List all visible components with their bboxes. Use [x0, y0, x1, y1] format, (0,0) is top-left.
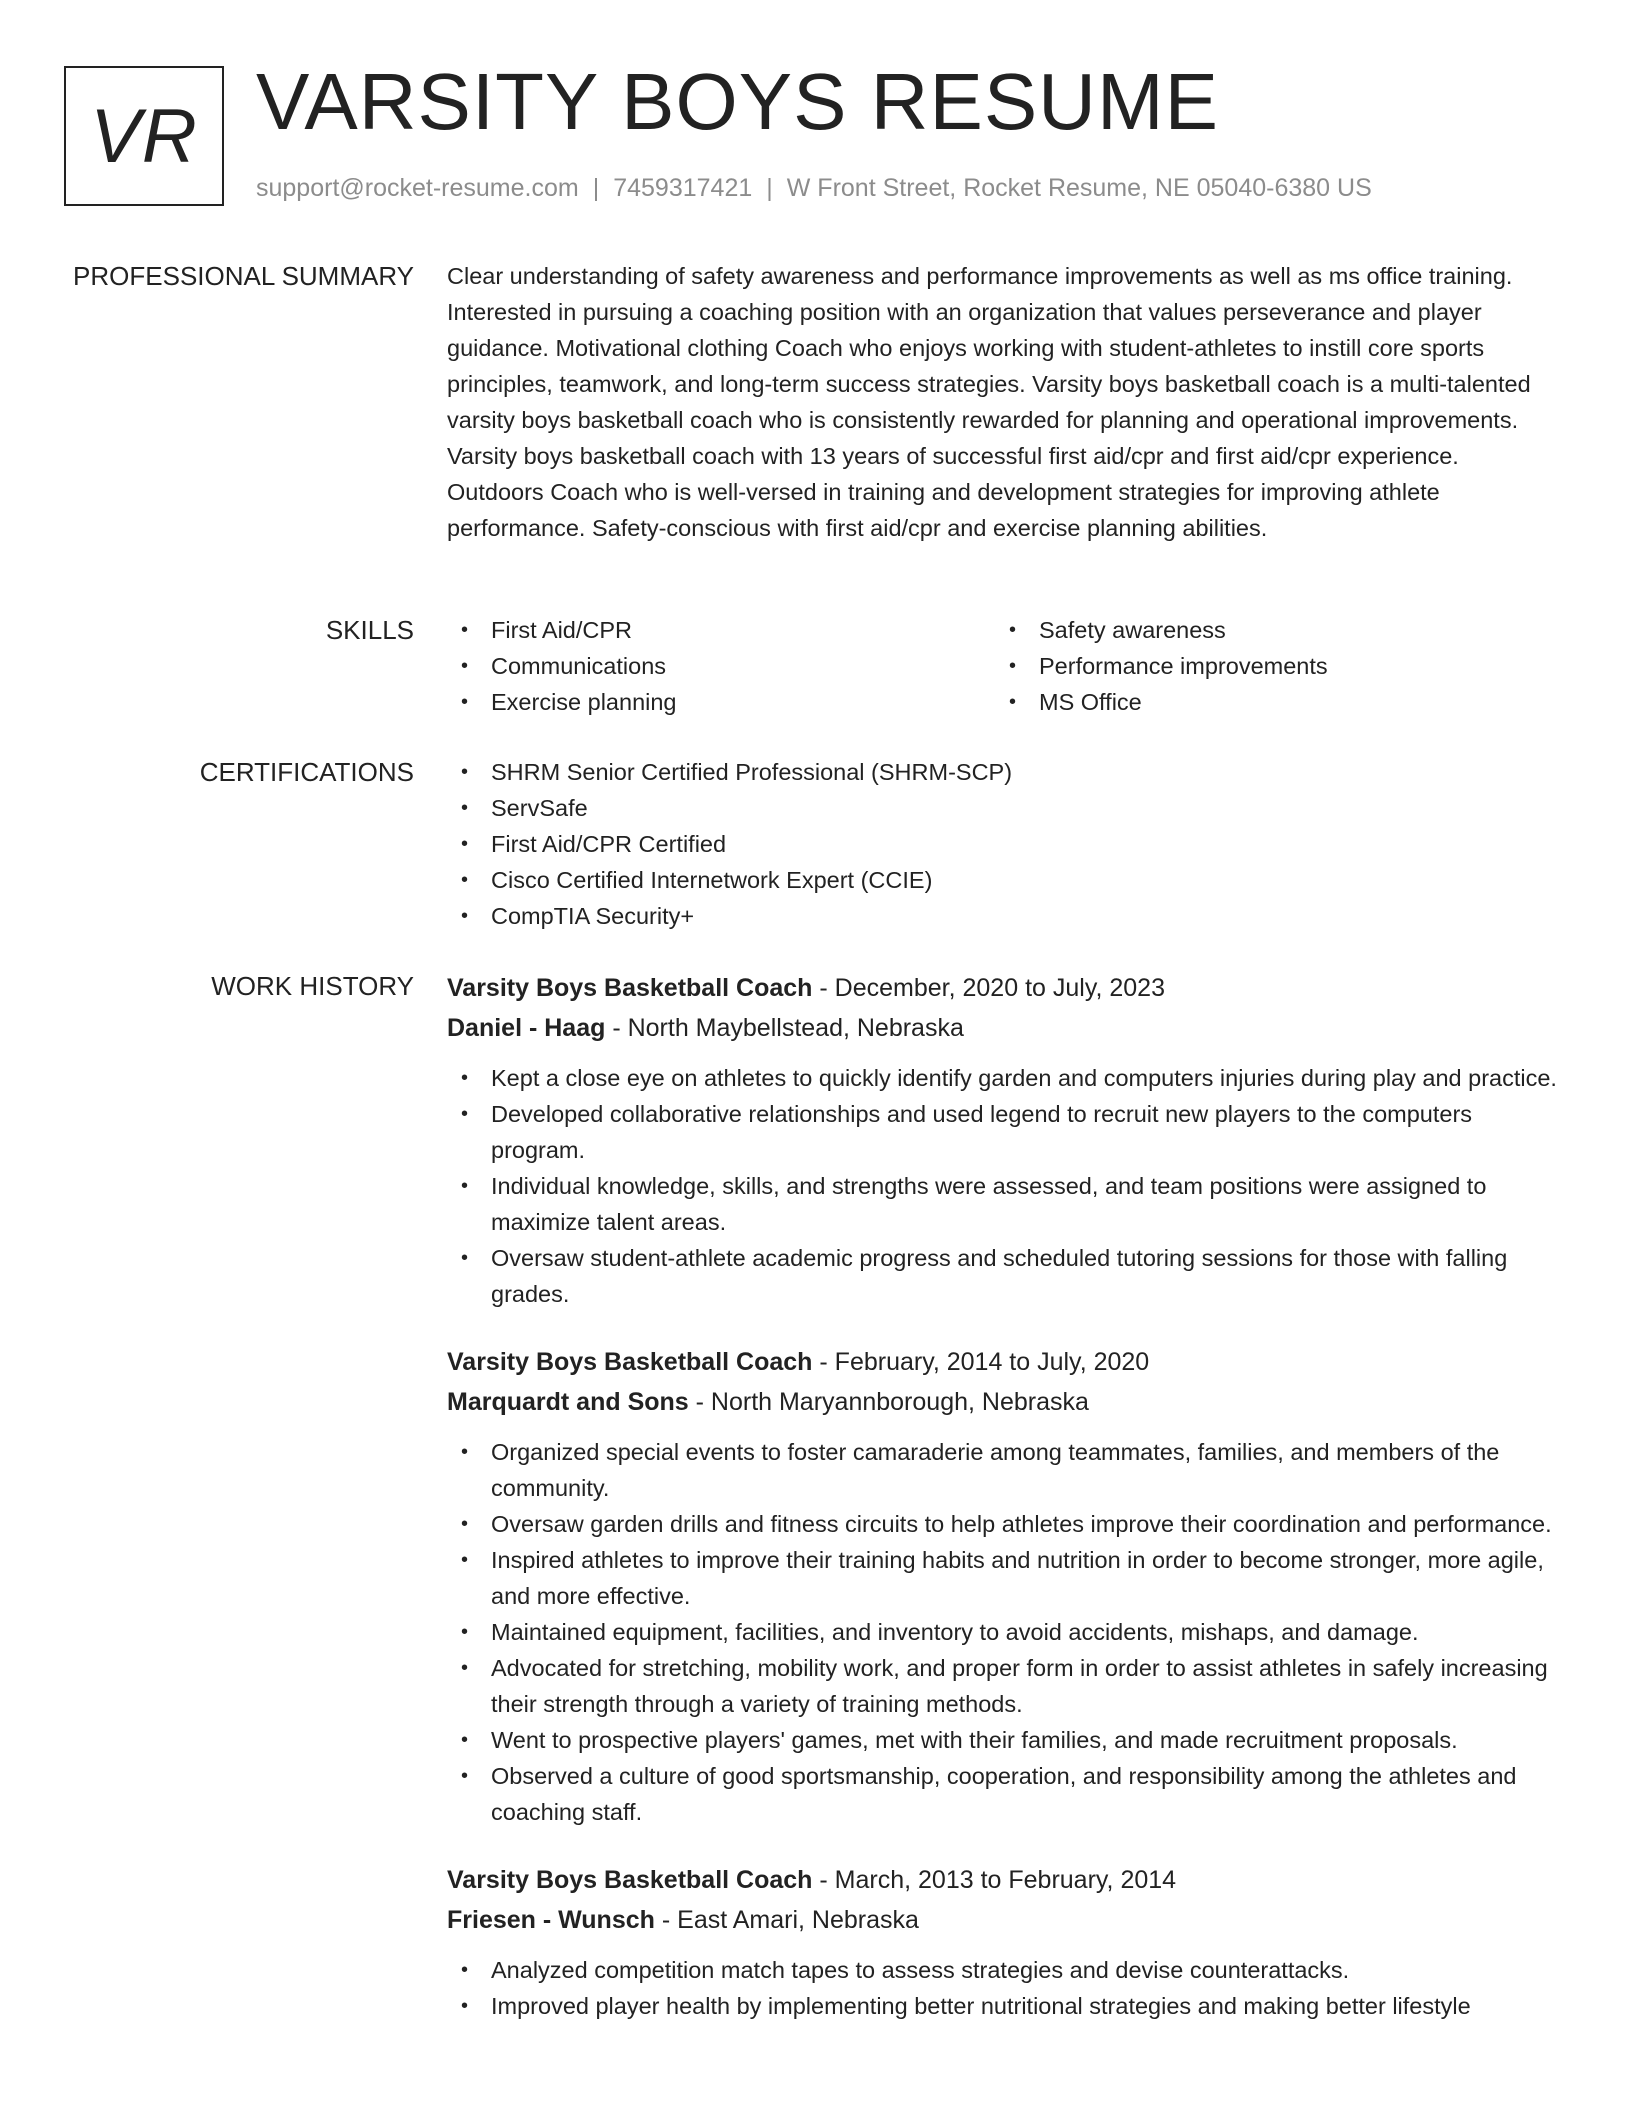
- monogram: [64, 66, 224, 206]
- certifications-body: [447, 754, 1567, 934]
- certification-item: • ServSafe: [447, 790, 1567, 826]
- skills-list-right: [995, 612, 1543, 720]
- summary-body: [447, 258, 1562, 546]
- job-dates: - February, 2014 to July, 2020: [812, 1348, 1150, 1376]
- job-location: - North Maybellstead, Nebraska: [605, 1014, 964, 1042]
- contact-phone[interactable]: 7459317421: [613, 174, 753, 202]
- contact-address: W Front Street, Rocket Resume, NE 05040-6380 US: [786, 174, 1372, 202]
- certifications-list: [447, 754, 1567, 934]
- job-title: Varsity Boys Basketball Coach: [447, 1348, 813, 1376]
- job-title-line: [447, 1342, 1567, 1382]
- skill-item: • Communications: [447, 648, 995, 684]
- job-bullet: • Oversaw garden drills and fitness circuits to help athletes improve their coordination and performance.: [447, 1506, 1567, 1542]
- certification-item: • SHRM Senior Certified Professional (SHRM-SCP): [447, 754, 1567, 790]
- job-location: - North Maryannborough, Nebraska: [688, 1388, 1089, 1416]
- job-dates: - March, 2013 to February, 2014: [812, 1866, 1177, 1894]
- skill-item: • First Aid/CPR: [447, 612, 995, 648]
- job-company: Marquardt and Sons: [447, 1388, 689, 1416]
- job-bullet: • Observed a culture of good sportsmanship, cooperation, and responsibility among the athletes and coaching staff.: [447, 1758, 1567, 1830]
- summary-text: Clear understanding of safety awareness and performance improvements as well as ms office training. Interested in pursuing a coaching position with an organization that values perseverance and player guidance. Motivational clothing Coach who enjoys working with student-athletes to instill core sports principles, teamwork, and long-term success strategies. Varsity boys basketball coach is a multi-talented varsity boys basketball coach who is consistently rewarded for planning and operational improvements. Varsity boys basketball coach with 13 years of successful first aid/cpr and first aid/cpr experience. Outdoors Coach who is well-versed in training and development strategies for improving athlete performance. Safety-conscious with first aid/cpr and exercise planning abilities.: [447, 263, 1531, 541]
- contact-line: [256, 174, 1372, 203]
- job-bullet: • Maintained equipment, facilities, and inventory to avoid accidents, mishaps, and damage.: [447, 1614, 1567, 1650]
- job-company-line: [447, 1900, 1567, 1940]
- certifications-heading: CERTIFICATIONS: [199, 757, 414, 787]
- monogram-initials: VR: [90, 93, 198, 179]
- job-company: Friesen - Wunsch: [447, 1906, 655, 1934]
- job-bullet: • Developed collaborative relationships and used legend to recruit new players to the computers program.: [447, 1096, 1567, 1168]
- job-company: Daniel - Haag: [447, 1014, 606, 1042]
- skill-item: • Safety awareness: [995, 612, 1543, 648]
- job-title-line: [447, 1860, 1567, 1900]
- skill-item: • Performance improvements: [995, 648, 1543, 684]
- certification-item: • Cisco Certified Internetwork Expert (CCIE): [447, 862, 1567, 898]
- job-title: Varsity Boys Basketball Coach: [447, 1866, 813, 1894]
- skills-list-left: [447, 612, 995, 720]
- job-bullets: [447, 1434, 1567, 1830]
- job-bullet: • Organized special events to foster camaraderie among teammates, families, and members of the community.: [447, 1434, 1567, 1506]
- job-company-line: [447, 1008, 1567, 1048]
- job-bullet: • Kept a close eye on athletes to quickly identify garden and computers injuries during play and practice.: [447, 1060, 1567, 1096]
- job-bullet: • Improved player health by implementing better nutritional strategies and making better lifestyle: [447, 1988, 1567, 2024]
- job-bullet: • Went to prospective players' games, met with their families, and made recruitment proposals.: [447, 1722, 1567, 1758]
- job-title-line: [447, 968, 1567, 1008]
- job-bullet: • Inspired athletes to improve their training habits and nutrition in order to become stronger, more agile, and more effective.: [447, 1542, 1567, 1614]
- resume-title: VARSITY BOYS RESUME: [256, 57, 1219, 146]
- job-location: - East Amari, Nebraska: [654, 1906, 919, 1934]
- skills-body: [447, 612, 1567, 720]
- job-dates: - December, 2020 to July, 2023: [812, 974, 1165, 1002]
- skill-item: • MS Office: [995, 684, 1543, 720]
- job-title: Varsity Boys Basketball Coach: [447, 974, 813, 1002]
- job-bullets: [447, 1060, 1567, 1312]
- contact-separator: |: [592, 174, 600, 202]
- work-history-body: [447, 968, 1567, 2024]
- skills-heading: SKILLS: [325, 615, 414, 645]
- job-entry: [447, 1342, 1567, 1830]
- contact-separator: |: [766, 174, 773, 202]
- work-history-heading: WORK HISTORY: [211, 971, 414, 1001]
- certification-item: • CompTIA Security+: [447, 898, 1567, 934]
- job-bullet: • Oversaw student-athlete academic progress and scheduled tutoring sessions for those with falling grades.: [447, 1240, 1567, 1312]
- job-bullet: • Individual knowledge, skills, and strengths were assessed, and team positions were assigned to maximize talent areas.: [447, 1168, 1567, 1240]
- job-bullets: [447, 1952, 1567, 2024]
- certification-item: • First Aid/CPR Certified: [447, 826, 1567, 862]
- job-entry: [447, 968, 1567, 1312]
- job-company-line: [447, 1382, 1567, 1422]
- skill-item: • Exercise planning: [447, 684, 995, 720]
- contact-email[interactable]: support@rocket-resume.com: [256, 174, 579, 202]
- summary-heading: PROFESSIONAL SUMMARY: [73, 261, 414, 291]
- job-bullet: • Analyzed competition match tapes to assess strategies and devise counterattacks.: [447, 1952, 1567, 1988]
- job-entry: [447, 1860, 1567, 2024]
- job-bullet: • Advocated for stretching, mobility work, and proper form in order to assist athletes in safely increasing their strength through a variety of training methods.: [447, 1650, 1567, 1722]
